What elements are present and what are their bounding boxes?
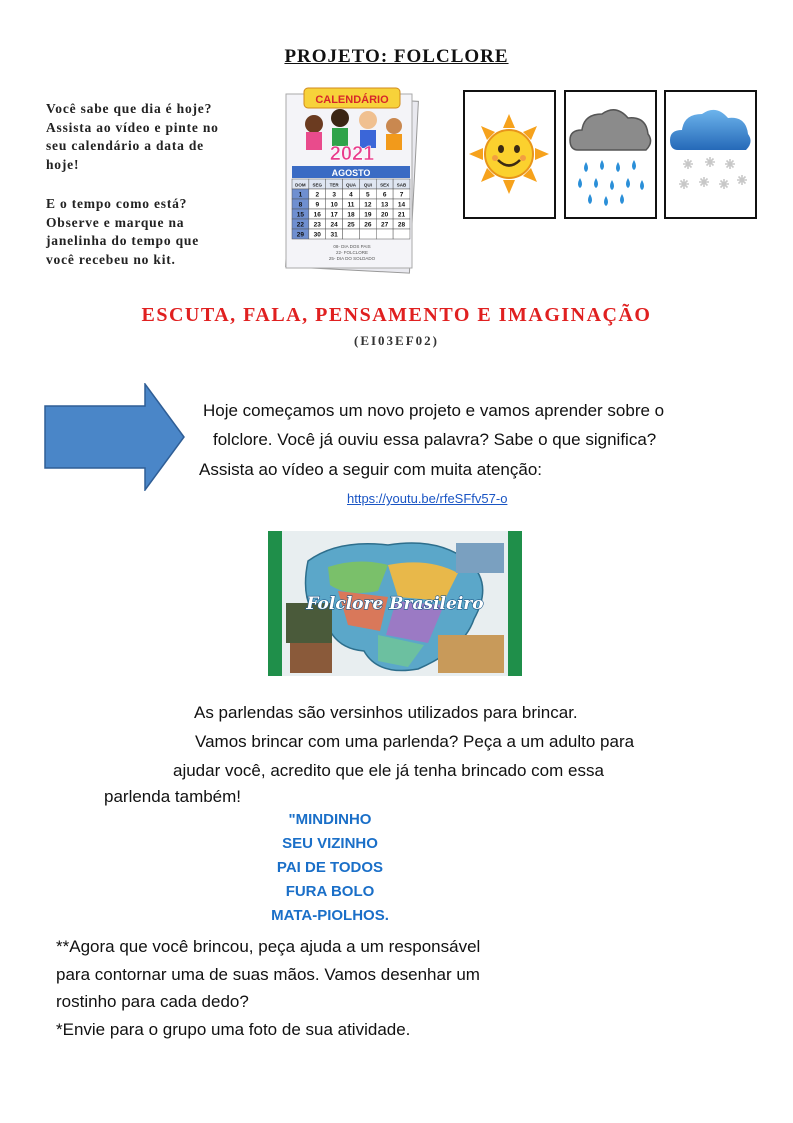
calendar-day: 31 [330, 231, 338, 239]
rhyme-line: SEU VIZINHO [282, 835, 378, 852]
calendar-day: 10 [330, 201, 338, 209]
snow-cloud-icon [666, 92, 755, 217]
calendar-day: 29 [296, 231, 305, 239]
calendar-cell [376, 229, 393, 239]
calendar-day: 6 [382, 191, 387, 199]
calendar-header: CALENDÁRIO [315, 94, 389, 106]
calendar-year: 2021 [329, 143, 375, 165]
calendar-weekday: DOM [295, 182, 306, 188]
section-code: (EI03EF02) [354, 333, 439, 348]
brazil-map-image [268, 531, 522, 676]
calendar-weekday: QUA [345, 182, 356, 188]
intro-question-weather [46, 195, 266, 269]
calendar-grid [292, 179, 410, 239]
rhyme-block [230, 808, 430, 928]
calendar-day: 2 [315, 191, 320, 199]
calendar-day: 20 [381, 211, 389, 219]
calendar-weekday: SAB [396, 182, 407, 188]
paragraph-line: *Envie para o grupo uma foto de sua atividade. [56, 1020, 411, 1039]
calendar-day: 3 [332, 191, 336, 199]
rain-cloud-icon [566, 92, 655, 217]
intro-line: Assista ao vídeo e pinte no [46, 119, 219, 135]
calendar-day: 18 [347, 211, 355, 219]
intro-line: hoje! [46, 156, 80, 172]
calendar-cell [343, 229, 360, 239]
intro-line: seu calendário a data de [46, 138, 204, 153]
calendar-weekday: TER [329, 182, 339, 188]
calendar-day: 8 [298, 201, 303, 209]
intro-line: janelinha do tempo que [46, 233, 199, 248]
calendar-day: 13 [381, 201, 389, 209]
folclore-banner-image [268, 531, 522, 676]
paragraph-line: **Agora que você brincou, peça ajuda a um responsável [56, 937, 481, 956]
calendar-day: 17 [330, 211, 338, 219]
calendar-day: 4 [349, 191, 353, 199]
paragraph-line: Hoje começamos um novo projeto e vamos aprender sobre o [203, 401, 665, 420]
intro-question-day [46, 100, 266, 174]
rhyme-line: PAI DE TODOS [276, 859, 384, 876]
paragraph-line: folclore. Você já ouviu essa palavra? Sabe o que significa? [213, 430, 657, 449]
weather-box-rain [564, 90, 657, 219]
calendar-day: 14 [397, 201, 406, 209]
calendar-day: 1 [298, 191, 303, 199]
calendar-day: 5 [366, 191, 370, 199]
calendar-cell [359, 229, 376, 239]
weather-box-sun [463, 90, 556, 219]
calendar-cell [393, 229, 410, 239]
section-title: ESCUTA, FALA, PENSAMENTO E IMAGINAÇÃO [141, 304, 652, 326]
rhyme-line: FURA BOLO [285, 883, 375, 900]
calendar-day: 27 [381, 221, 389, 229]
video-link[interactable]: https://youtu.be/rfeSFfv57-o [347, 491, 508, 506]
calendar-day: 15 [296, 211, 305, 219]
calendar-day: 11 [347, 201, 355, 209]
calendar-art [282, 84, 420, 274]
intro-line: Observe e marque na [46, 214, 185, 230]
calendar-day: 25 [347, 221, 355, 229]
rhyme-line: "MINDINHO [288, 811, 372, 828]
intro-line: você recebeu no kit. [46, 251, 176, 267]
paragraph-line: Vamos brincar com uma parlenda? Peça a um adulto para [195, 732, 635, 751]
calendar-day: 23 [313, 221, 321, 229]
calendar-day: 22 [296, 221, 305, 229]
page-title: PROJETO: FOLCLORE [284, 46, 509, 67]
calendar-weekday: QUI [363, 182, 372, 188]
sun-icon [465, 92, 554, 217]
intro-line: E o tempo como está? [46, 196, 188, 211]
calendar-day: 12 [364, 201, 372, 209]
calendar-day: 21 [397, 211, 406, 219]
rhyme-line: MATA-PIOLHOS. [271, 907, 389, 924]
calendar-day: 24 [330, 221, 338, 229]
calendar-month: AGOSTO [331, 168, 371, 178]
calendar-day: 16 [313, 211, 321, 219]
calendar-day: 28 [397, 221, 406, 229]
calendar-day: 30 [313, 231, 321, 239]
paragraph-line: parlenda também! [104, 787, 242, 806]
weather-box-snow [664, 90, 757, 219]
calendar-day: 9 [315, 201, 320, 209]
calendar-note: 25- DIA DO SOLDADO [328, 256, 376, 261]
calendar-day: 19 [364, 211, 372, 219]
calendar-day: 26 [364, 221, 372, 229]
paragraph-line: para contornar uma de suas mãos. Vamos desenhar um [56, 965, 480, 984]
paragraph-line: rostinho para cada dedo? [56, 992, 249, 1011]
paragraph-line: ajudar você, acredito que ele já tenha brincado com essa [173, 761, 604, 780]
calendar-note: 22- FOLCLORE [335, 250, 369, 255]
calendar-weekday: SEX [380, 182, 390, 188]
paragraph-line: As parlendas são versinhos utilizados para brincar. [194, 703, 578, 722]
banner-title: Folclore Brasileiro [306, 594, 484, 614]
paragraph-line: Assista ao vídeo a seguir com muita atenção: [199, 460, 543, 479]
calendar-illustration [282, 84, 420, 274]
calendar-note: 08- DIA DOS PAIS [333, 244, 371, 249]
calendar-day: 7 [399, 191, 404, 199]
arrow-right-icon [44, 383, 186, 491]
calendar-weekday: SEG [312, 182, 323, 188]
intro-line: Você sabe que dia é hoje? [46, 101, 213, 116]
